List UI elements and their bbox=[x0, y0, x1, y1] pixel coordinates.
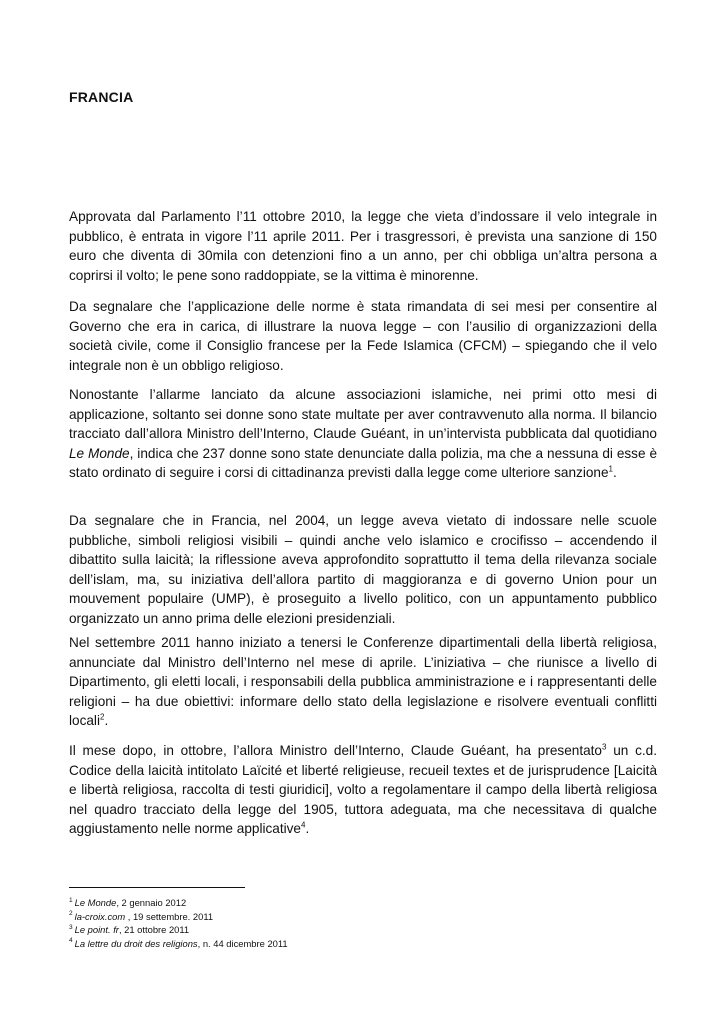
footnote-marker: 2 bbox=[69, 910, 73, 918]
paragraph-text: . bbox=[305, 821, 310, 837]
paragraph-text: Nel settembre 2011 hanno iniziato a tenersi le Conferenze dipartimentali della libertà religiosa, annunciate dal Ministro dell’Interno nel mese di aprile. L’iniziativa – che riunisce a livello di Dipartimento, gli eletti locali, i responsabili della pubblica amministrazione e i rappresentanti delle religioni – ha due obiettivi: informare dello stato della legislazione e risolvere eventuali conflitti locali bbox=[69, 635, 657, 729]
paragraph-text: , indica che 237 donne sono state denunciate dalla polizia, ma che a nessuna di esse è stato ordinato di seguire i corsi di cittadinanza previsti dalla legge come ulteriore sanzione bbox=[69, 445, 658, 481]
paragraph-text: . bbox=[104, 713, 109, 729]
page-title: FRANCIA bbox=[69, 89, 134, 105]
footnote-marker: 4 bbox=[69, 937, 73, 945]
footnote-source-title: Le point. fr bbox=[74, 924, 119, 935]
paragraph-text: Il mese dopo, in ottobre, l’allora Ministro dell’Interno, Claude Guéant, ha presentato bbox=[69, 743, 602, 758]
footnote-source-title: La lettre du droit des religions bbox=[74, 937, 198, 949]
paragraph-conferences bbox=[69, 633, 657, 731]
footnote-reference: 3 bbox=[602, 742, 607, 752]
paragraph-laicity-code bbox=[69, 741, 657, 839]
paragraph-postponement: Da segnalare che l’applicazione delle norme è stata rimandata di sei mesi per consentire al Governo che era in carica, di illustrare la nuova legge – con l’ausilio di organizzazioni della società civile, come il Consiglio francese per la Fede Islamica (CFCM) – spiegando che il velo integrale non è un obbligo religioso. bbox=[69, 299, 657, 373]
paragraph-text: Nonostante l’allarme lanciato da alcune associazioni islamiche, nei primi otto mesi di applicazione, soltanto sei donne sono state multate per aver contravvenuto alla norma. Il bilancio tracciato dall’allora Ministro dell’Interno, Claude Guéant, in un’intervista pubblicata dal quotidiano bbox=[69, 387, 657, 442]
footnote-marker: 1 bbox=[69, 896, 73, 904]
paragraph-2004-law: Da segnalare che in Francia, nel 2004, un legge aveva vietato di indossare nelle scuole pubbliche, simboli religiosi visibili – quindi anche velo islamico e crocifisso – accendendo il dibattito sulla laicità; la riflessione aveva approfondito soprattutto il tema della rilevanza sociale dell’islam, ma, su iniziativa dell’allora partito di maggioranza e di governo Union pour un mouvement populaire (UMP), è proseguito a livello politico, con un appuntamento pubblico organizzato un anno prima delle elezioni presidenziali. bbox=[69, 513, 657, 626]
footnote-detail: , 21 ottobre 2011 bbox=[118, 924, 190, 935]
footnote-reference: 4 bbox=[301, 820, 306, 830]
footnote-item bbox=[69, 923, 288, 937]
paragraph-text: . bbox=[612, 465, 617, 481]
paragraph-law-approval: Approvata dal Parlamento l’11 ottobre 2010, la legge che vieta d’indossare il velo integrale in pubblico, è entrata in vigore l’11 aprile 2011. Per i trasgressori, è prevista una sanzione di 150 euro che diventa di 30mila con detenzioni fino a un anno, per chi obbliga un’altra persona a coprirsi il volto; le pene sono raddoppiate, se la vittima è minorenne. bbox=[69, 209, 657, 283]
footnote-detail: , 19 settembre. 2011 bbox=[125, 910, 214, 922]
footnote-item bbox=[69, 937, 288, 951]
footnote-marker: 3 bbox=[69, 923, 73, 931]
paragraph-text: un c.d. Codice della laicità intitolato Laïcité et liberté religieuse, recueil textes et de jurisprudence [Laicità e libertà religiosa, raccolta di testi giuridici], volto a regolamentare il campo della libertà religiosa nel quadro tracciato della legge del 1905, tuttora adeguata, ma che necessitava di qualche aggiustamento nelle norme applicative bbox=[69, 743, 657, 837]
footnote-source-title: la-croix.com bbox=[74, 910, 126, 922]
newspaper-title: Le Monde bbox=[69, 445, 130, 461]
footnote-reference: 2 bbox=[99, 712, 105, 722]
footnote-source-title: Le Monde bbox=[74, 897, 117, 908]
footnote-detail: , n. 44 dicembre 2011 bbox=[197, 937, 288, 949]
footnote-reference: 1 bbox=[608, 464, 613, 474]
footnote-detail: , 2 gennaio 2012 bbox=[116, 897, 187, 908]
footnote-item bbox=[69, 910, 288, 924]
paragraph-fines-report bbox=[69, 385, 657, 483]
footnotes-list bbox=[69, 896, 288, 950]
footnote-separator bbox=[69, 887, 245, 888]
footnote-item bbox=[69, 896, 288, 910]
